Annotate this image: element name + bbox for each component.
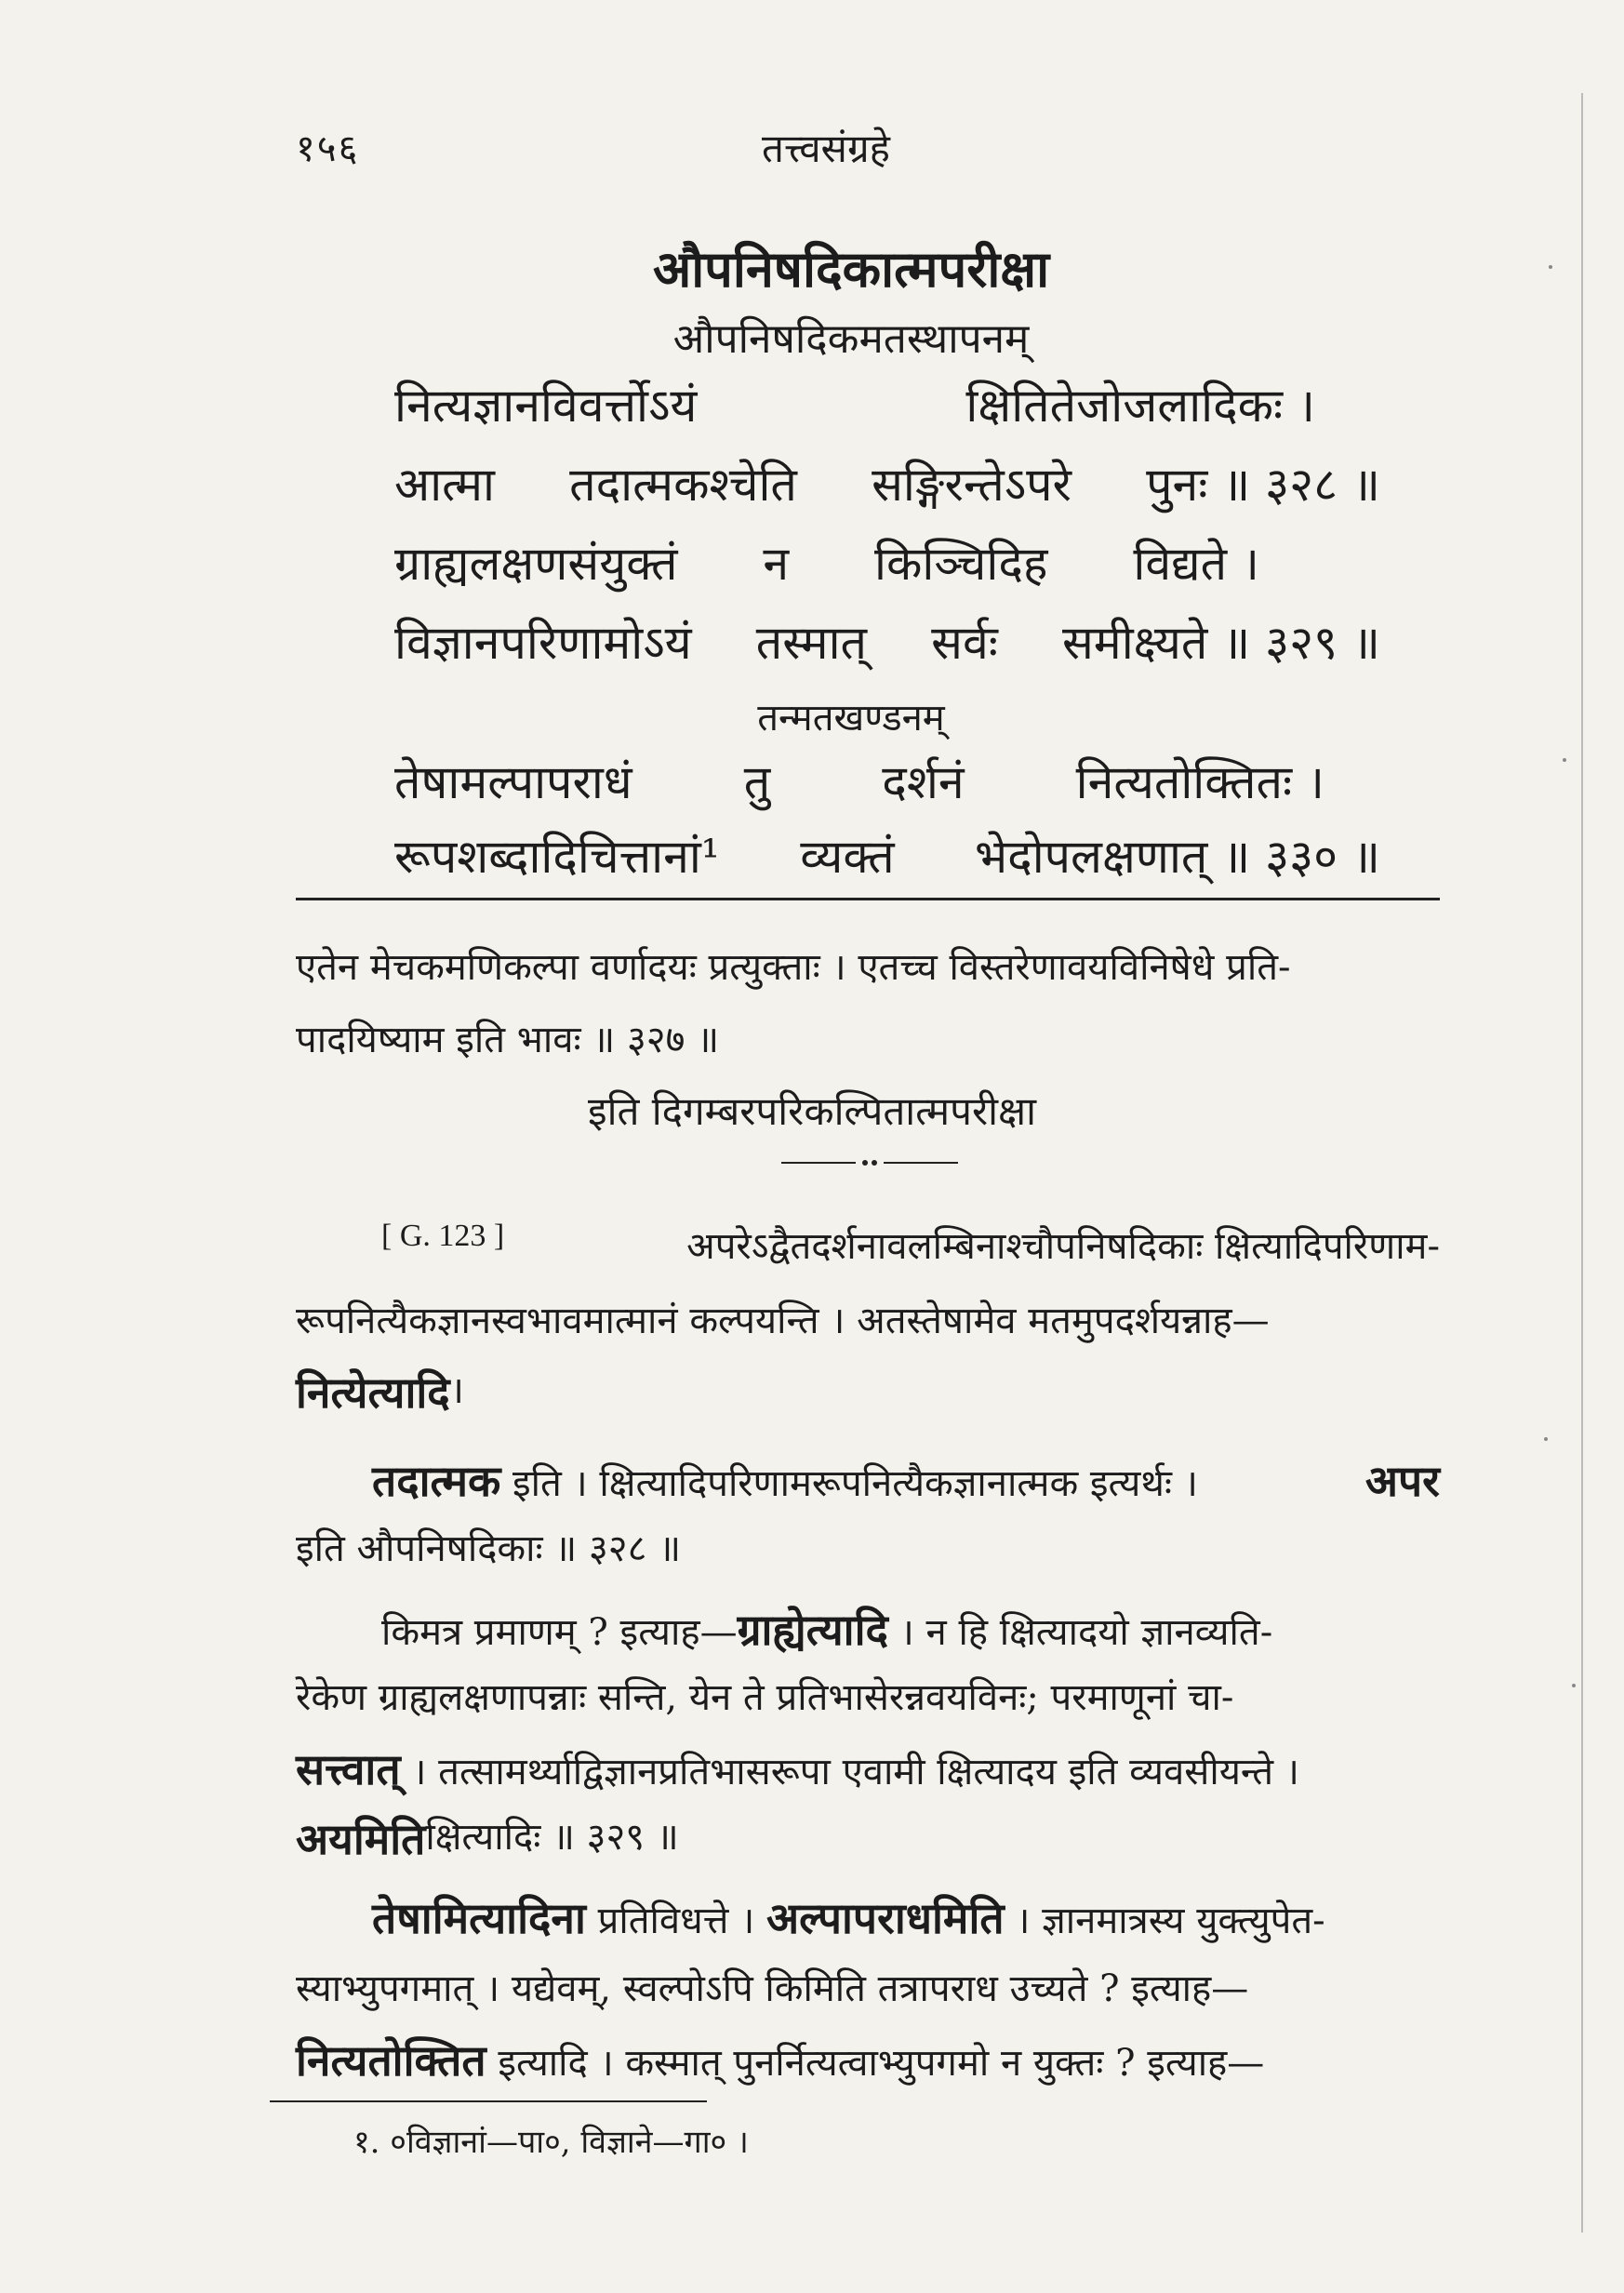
- commentary-line: [296, 1363, 1440, 1420]
- verse-line: [394, 823, 1380, 887]
- verse-word: ग्राह्यलक्षणसंयुक्तं: [394, 537, 678, 591]
- commentary-text: । तत्सामर्थ्याद्विज्ञानप्रतिभासरूपा एवामी क्षित्यादय इति व्यवसीयन्ते ।: [400, 1751, 1299, 1793]
- verse-word: भेदोपलक्षणात् ॥ ३३० ॥: [975, 830, 1380, 884]
- bold-keyword: नित्यतोक्तित: [296, 2035, 486, 2086]
- commentary-text: रेकेण ग्राह्यलक्षणापन्नाः सन्ति, येन ते प्रतिभासेरन्नवयविनः; परमाणूनां चा-: [296, 1676, 1234, 1719]
- commentary-text: । ज्ञानमात्रस्य युक्त्युपेत-: [1004, 1900, 1325, 1942]
- verse-word: आत्मा: [394, 458, 495, 512]
- page-edge-line: [1581, 93, 1583, 2233]
- commentary-text: इति । क्षित्यादिपरिणामरूपनित्यैकज्ञानात्मक इत्यर्थः ।: [500, 1462, 1198, 1505]
- bold-keyword: अयमिति: [296, 1814, 426, 1864]
- verse-word: सर्वः: [931, 616, 998, 670]
- scan-speck: [1549, 265, 1552, 269]
- verse-word: व्यक्तं: [800, 830, 895, 884]
- commentary-line: [296, 1012, 1440, 1063]
- commentary-text: इति औपनिषदिकाः ॥ ३२८ ॥: [296, 1527, 682, 1570]
- subsection-title: तन्मतखण्डनम्: [757, 697, 945, 740]
- section-subtitle: औपनिषदिकमतस्थापनम्: [672, 315, 1030, 363]
- verse-word: किञ्चिदिह: [874, 537, 1048, 591]
- verse-word: तु: [743, 755, 771, 809]
- commentary-text: पादयिष्याम इति भावः ॥ ३२७ ॥: [296, 1019, 720, 1061]
- verse-line: [394, 372, 1380, 435]
- commentary-line: [372, 1451, 1440, 1509]
- commentary-text: एतेन मेचकमणिकल्पा वर्णादयः प्रत्युक्ताः । एतच्च विस्तरेणावयविनिषेधे प्रति-: [296, 946, 1291, 989]
- commentary-line: [296, 2031, 1440, 2088]
- verse-word: क्षितितेजोजलादिकः ।: [965, 379, 1315, 433]
- bold-keyword: अल्पापराधमिति: [765, 1893, 1005, 1943]
- commentary-line: [296, 1670, 1440, 1721]
- verse-line: [394, 749, 1380, 812]
- reference-marker: [ G. 123 ]: [381, 1219, 505, 1253]
- scan-speck: [1572, 1684, 1576, 1687]
- verse-word: दर्शनं: [882, 755, 965, 809]
- commentary-text: ।: [449, 1369, 464, 1412]
- verse-word: न: [763, 537, 790, 591]
- colophon: इति दिगम्बरपरिकल्पितात्मपरीक्षा: [588, 1088, 1036, 1134]
- commentary-text: स्याभ्युपगमात् । यद्येवम्, स्वल्पोऽपि किमिति तत्रापराध उच्यते ? इत्याह—: [296, 1967, 1249, 2010]
- verse-line: [394, 530, 1380, 593]
- commentary-line: [372, 1888, 1440, 1946]
- verse-line: [394, 609, 1380, 673]
- scan-speck: [1544, 1437, 1548, 1441]
- scan-speck: [1563, 758, 1566, 762]
- verse-word: रूपशब्दादिचित्तानां¹: [394, 830, 720, 884]
- commentary-text: क्षित्यादिः ॥ ३२९ ॥: [425, 1816, 679, 1859]
- verse-word: विद्यते ।: [1133, 537, 1259, 591]
- commentary-text: प्रतिविधत्ते ।: [585, 1900, 766, 1942]
- commentary-line: [296, 1740, 1440, 1797]
- verse-word: समीक्ष्यते ॥ ३२९ ॥: [1062, 616, 1380, 670]
- commentary-line: [296, 1521, 1440, 1572]
- commentary-line: [296, 1293, 1440, 1344]
- verse-word: नित्यज्ञानविवर्त्तोऽयं: [394, 379, 698, 433]
- verse-word: पुनः ॥ ३२८ ॥: [1146, 458, 1380, 512]
- bold-keyword: अपर: [1364, 1456, 1440, 1506]
- ornament-divider: [781, 1153, 958, 1172]
- divider-rule: [296, 898, 1440, 900]
- verse-word: तदात्मकश्चेति: [569, 458, 797, 512]
- verse-word: नित्यतोक्तितः ।: [1075, 755, 1324, 809]
- footnote-rule: [270, 2100, 707, 2102]
- verse-line: [394, 451, 1380, 514]
- bold-keyword: तेषामित्यादिना: [372, 1893, 586, 1943]
- section-title: औपनिषदिकात्मपरीक्षा: [652, 239, 1050, 299]
- commentary-line: [296, 940, 1440, 991]
- verse-word: सङ्गिरन्तेऽपरे: [872, 458, 1072, 512]
- bold-keyword: तदात्मक: [372, 1456, 501, 1506]
- bold-keyword: नित्येत्यादि: [296, 1367, 450, 1418]
- commentary-text: रूपनित्यैकज्ञानस्वभावमात्मानं कल्पयन्ति । अतस्तेषामेव मतमुपदर्शयन्नाह—: [296, 1300, 1270, 1342]
- bold-keyword: सत्त्वात्: [296, 1744, 401, 1794]
- verse-word: विज्ञानपरिणामोऽयं: [394, 616, 692, 670]
- verse-word: तेषामल्पापराधं: [394, 755, 632, 809]
- commentary-text: अपरेऽद्वैतदर्शनावलम्बिनाश्चौपनिषदिकाः क्षित्यादिपरिणाम-: [686, 1225, 1440, 1268]
- commentary-line: [296, 1961, 1440, 2012]
- commentary-text: इत्यादि । कस्मात् पुनर्नित्यत्वाभ्युपगमो न युक्तः ? इत्याह—: [486, 2042, 1265, 2085]
- footnote: १. ०विज्ञानां—पा०, विज्ञाने—गा० ।: [353, 2124, 749, 2161]
- running-title: तत्त्वसंग्रहे: [762, 126, 890, 171]
- commentary-text: । न हि क्षित्यादयो ज्ञानव्यति-: [887, 1611, 1273, 1654]
- bold-keyword: ग्राह्येत्यादि: [737, 1605, 888, 1655]
- commentary-line: [381, 1600, 1440, 1658]
- commentary-line: [296, 1809, 1440, 1867]
- verse-word: तस्मात्: [755, 616, 868, 670]
- commentary-line: [381, 1219, 1440, 1270]
- page-number: १५६: [296, 127, 360, 170]
- commentary-text: किमत्र प्रमाणम् ? इत्याह—: [381, 1611, 738, 1654]
